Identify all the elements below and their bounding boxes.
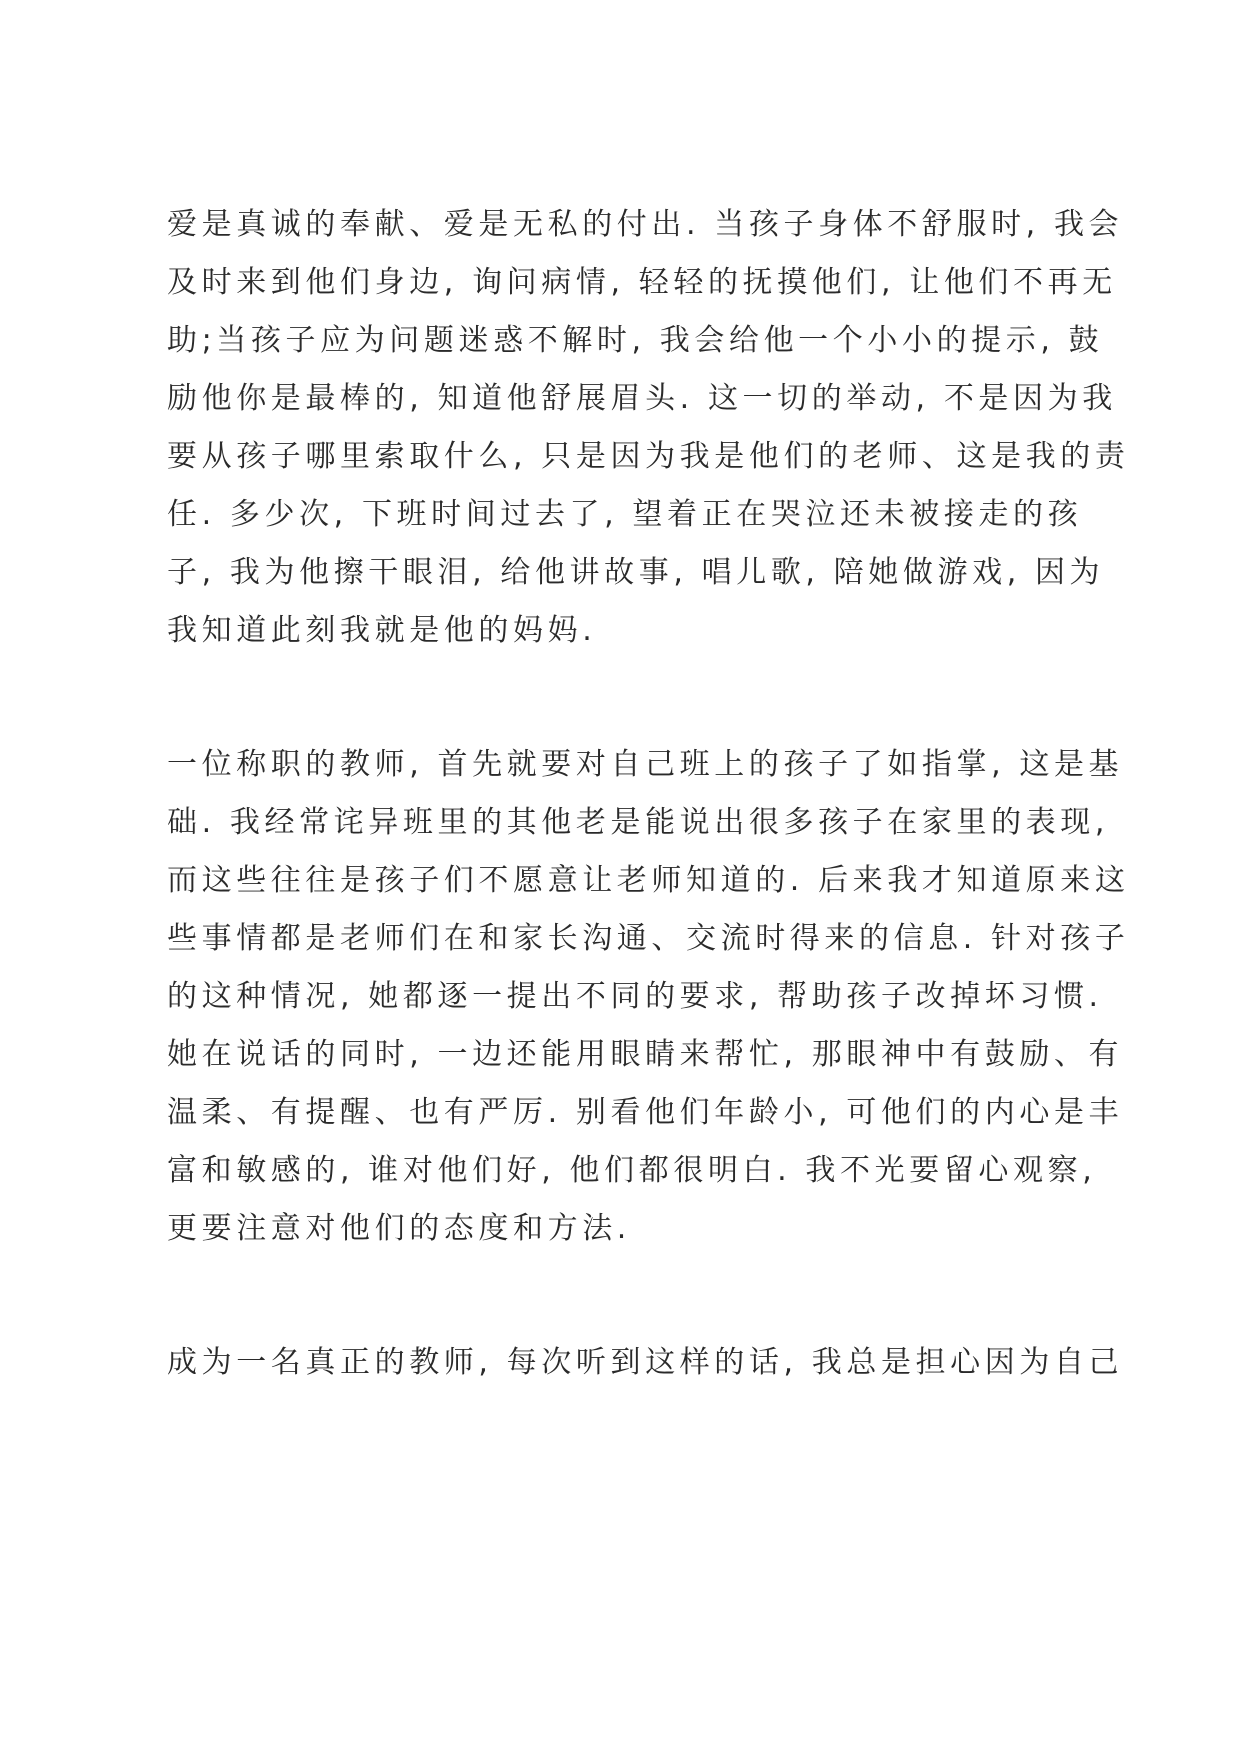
paragraph-2-line-3: 而这些往往是孩子们不愿意让老师知道的. 后来我才知道原来这 bbox=[167, 863, 1130, 898]
paragraph-2-line-7: 温柔、有提醒、也有严厉. 别看他们年龄小, 可他们的内心是丰 bbox=[167, 1095, 1124, 1130]
paragraph-3-line-1: 成为一名真正的教师, 每次听到这样的话, 我总是担心因为自己 bbox=[167, 1345, 1124, 1380]
paragraph-2-line-1: 一位称职的教师, 首先就要对自己班上的孩子了如指掌, 这是基 bbox=[167, 747, 1124, 782]
paragraph-2-line-4: 些事情都是老师们在和家长沟通、交流时得来的信息. 针对孩子 bbox=[167, 921, 1130, 956]
paragraph-2-line-2: 础. 我经常诧异班里的其他老是能说出很多孩子在家里的表现, bbox=[167, 805, 1110, 840]
paragraph-2-line-8: 富和敏感的, 谁对他们好, 他们都很明白. 我不光要留心观察, bbox=[167, 1153, 1097, 1188]
paragraph-2-line-5: 的这种情况, 她都逐一提出不同的要求, 帮助孩子改掉坏习惯. bbox=[167, 979, 1103, 1014]
paragraph-1-line-8: 我知道此刻我就是他的妈妈. bbox=[167, 613, 597, 648]
paragraph-1-line-1: 爱是真诚的奉献、爱是无私的付出. 当孩子身体不舒服时, 我会 bbox=[167, 207, 1124, 242]
paragraph-1-line-6: 任. 多少次, 下班时间过去了, 望着正在哭泣还未被接走的孩 bbox=[167, 497, 1083, 532]
paragraph-1-line-2: 及时来到他们身边, 询问病情, 轻轻的抚摸他们, 让他们不再无 bbox=[167, 265, 1117, 300]
paragraph-2-line-9: 更要注意对他们的态度和方法. bbox=[167, 1211, 631, 1246]
paragraph-1-line-7: 子, 我为他擦干眼泪, 给他讲故事, 唱儿歌, 陪她做游戏, 因为 bbox=[167, 555, 1105, 590]
paragraph-2-line-6: 她在说话的同时, 一边还能用眼睛来帮忙, 那眼神中有鼓励、有 bbox=[167, 1037, 1124, 1072]
paragraph-1-line-5: 要从孩子哪里索取什么, 只是因为我是他们的老师、这是我的责 bbox=[167, 439, 1130, 474]
paragraph-1-line-3: 助;当孩子应为问题迷惑不解时, 我会给他一个小小的提示, 鼓 bbox=[167, 323, 1104, 358]
paragraph-1-line-4: 励他你是最棒的, 知道他舒展眉头. 这一切的举动, 不是因为我 bbox=[167, 381, 1117, 416]
